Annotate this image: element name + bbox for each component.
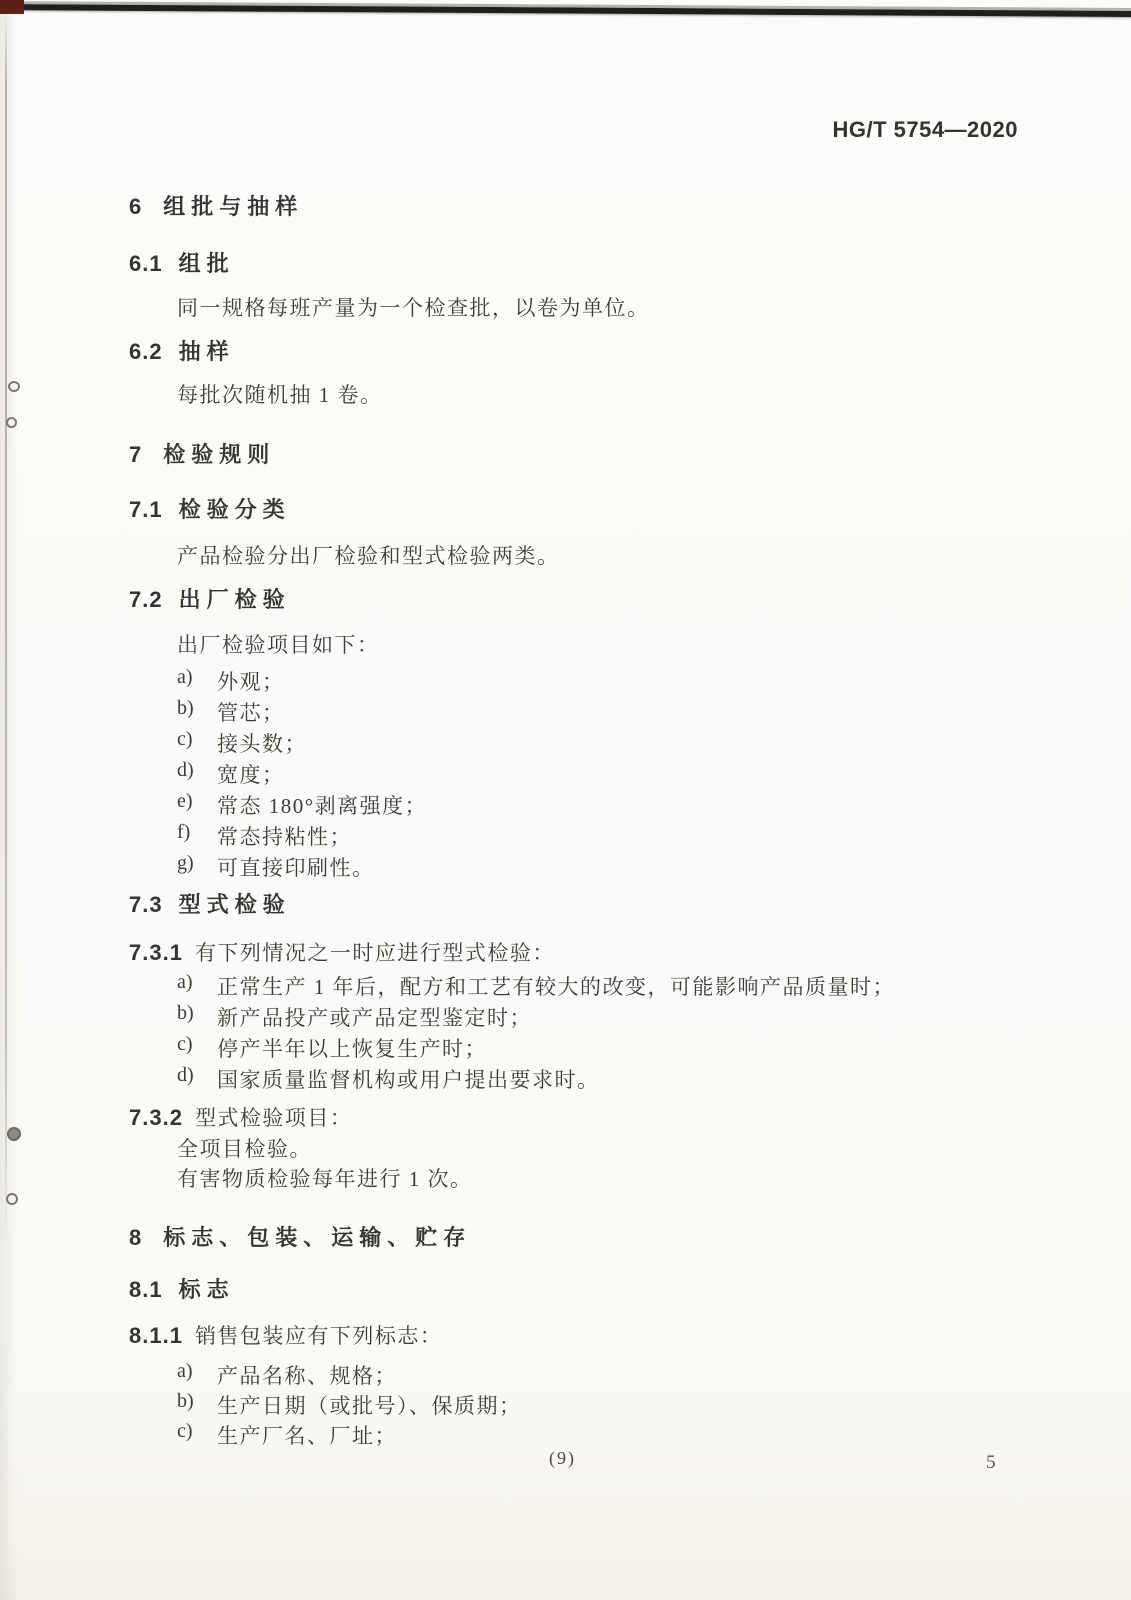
page-number: 5 [986, 1452, 996, 1473]
list-item-text: 生产厂名、厂址； [217, 1424, 397, 1448]
section-title: 检验规则 [163, 442, 276, 467]
subsection-title: 标志 [178, 1277, 235, 1302]
list-item-text: 外观； [217, 670, 285, 694]
list-item [177, 852, 427, 883]
scan-curl-mark [8, 381, 20, 392]
paragraph: 产品检验分出厂检验和型式检验两类。 [177, 544, 560, 568]
subsection-title: 检验分类 [178, 497, 291, 522]
list-item-text: 常态 180°剥离强度； [217, 794, 428, 818]
list-item-text: 管芯； [217, 701, 285, 725]
list-item [177, 1360, 522, 1390]
footer-sheet-number: (9) [549, 1448, 576, 1468]
subsection-title: 型式检验 [178, 892, 291, 917]
scan-left-shading [0, 0, 22, 1600]
list-item [177, 1420, 522, 1450]
scan-corner-mark [0, 0, 24, 14]
list-item [177, 1002, 895, 1033]
section-number: 7 [129, 442, 142, 467]
list-item-label: a) [177, 971, 193, 993]
subsection-number: 7.1 [129, 497, 163, 522]
subsection-number: 7.3 [129, 892, 163, 917]
section-title: 标志、包装、运输、贮存 [163, 1225, 472, 1250]
section-title: 组批与抽样 [163, 194, 304, 219]
subsection-number: 6.1 [129, 251, 163, 276]
list-item-text: 正常生产 1 年后，配方和工艺有较大的改变，可能影响产品质量时； [217, 975, 895, 999]
list-item-text: 宽度； [217, 763, 285, 787]
section-heading-6 [129, 195, 303, 219]
scan-curl-mark [6, 417, 17, 428]
list-item-text: 新产品投产或产品定型鉴定时； [217, 1006, 532, 1030]
list-item-label: c) [177, 1033, 193, 1055]
section-heading-7 [129, 443, 275, 467]
subsection-heading-6-1 [129, 252, 235, 276]
subsection-title: 组批 [178, 251, 235, 276]
list-item-text: 产品名称、规格； [217, 1364, 397, 1388]
list-item [177, 666, 427, 697]
list-item [177, 821, 427, 852]
list-item-label: f) [177, 821, 191, 843]
list-item-text: 常态持粘性； [217, 825, 352, 849]
subsection-heading-7-3 [129, 893, 291, 917]
subsection-number: 8.1 [129, 1277, 163, 1302]
paragraph: 出厂检验项目如下： [177, 633, 380, 657]
subsection-heading-7-1 [129, 498, 291, 522]
list-item-label: e) [177, 790, 193, 812]
subsection-heading-7-2 [129, 588, 291, 612]
list-item [177, 790, 427, 821]
list-item-label: b) [177, 697, 194, 719]
list-item [177, 971, 895, 1002]
subsection-number: 6.2 [129, 339, 163, 364]
subsection-title: 出厂检验 [178, 587, 291, 612]
scan-top-edge [0, 1, 1131, 17]
list-item-label: a) [177, 666, 193, 688]
list-item [177, 697, 427, 728]
clause-text: 有下列情况之一时应进行型式检验： [194, 941, 555, 965]
scan-curl-mark [7, 1127, 21, 1141]
list-item-label: c) [177, 728, 193, 750]
clause-text: 销售包装应有下列标志： [194, 1324, 443, 1348]
paragraph: 全项目检验。 [177, 1137, 312, 1161]
list-item-label: c) [177, 1420, 193, 1442]
paragraph: 每批次随机抽 1 卷。 [177, 383, 383, 407]
list-item-label: g) [177, 852, 194, 874]
clause-number: 8.1.1 [129, 1323, 183, 1348]
ordered-list-type-inspection-conditions [177, 971, 895, 1095]
clause-number: 7.3.2 [129, 1105, 183, 1130]
list-item-label: d) [177, 1064, 194, 1086]
list-item-label: a) [177, 1360, 193, 1382]
list-item-label: b) [177, 1390, 194, 1412]
clause-text: 型式检验项目： [194, 1106, 353, 1130]
subsection-heading-6-2 [129, 340, 235, 364]
list-item [177, 1033, 895, 1064]
section-heading-8 [129, 1226, 471, 1250]
list-item-label: b) [177, 1002, 194, 1024]
list-item [177, 1064, 895, 1095]
list-item-text: 生产日期（或批号）、保质期； [217, 1394, 522, 1418]
list-item-text: 国家质量监督机构或用户提出要求时。 [217, 1068, 600, 1092]
list-item [177, 759, 427, 790]
clause-heading-8-1-1 [129, 1324, 442, 1348]
section-number: 8 [129, 1225, 142, 1250]
paragraph: 有害物质检验每年进行 1 次。 [177, 1167, 473, 1191]
list-item-text: 可直接印刷性。 [217, 856, 375, 880]
clause-heading-7-3-2 [129, 1106, 352, 1130]
ordered-list-factory-inspection [177, 666, 427, 883]
standard-code: HG/T 5754—2020 [832, 117, 1018, 142]
scan-left-edge-line [5, 13, 7, 1245]
list-item [177, 728, 427, 759]
paragraph: 同一规格每班产量为一个检查批，以卷为单位。 [177, 296, 650, 320]
scan-curl-mark [6, 1193, 18, 1205]
subsection-number: 7.2 [129, 587, 163, 612]
list-item-label: d) [177, 759, 194, 781]
subsection-heading-8-1 [129, 1278, 235, 1302]
list-item-text: 接头数； [217, 732, 307, 756]
clause-heading-7-3-1 [129, 941, 555, 965]
list-item-text: 停产半年以上恢复生产时； [217, 1037, 487, 1061]
clause-number: 7.3.1 [129, 940, 183, 965]
ordered-list-package-marks [177, 1360, 522, 1450]
section-number: 6 [129, 194, 142, 219]
subsection-title: 抽样 [178, 339, 235, 364]
list-item [177, 1390, 522, 1420]
